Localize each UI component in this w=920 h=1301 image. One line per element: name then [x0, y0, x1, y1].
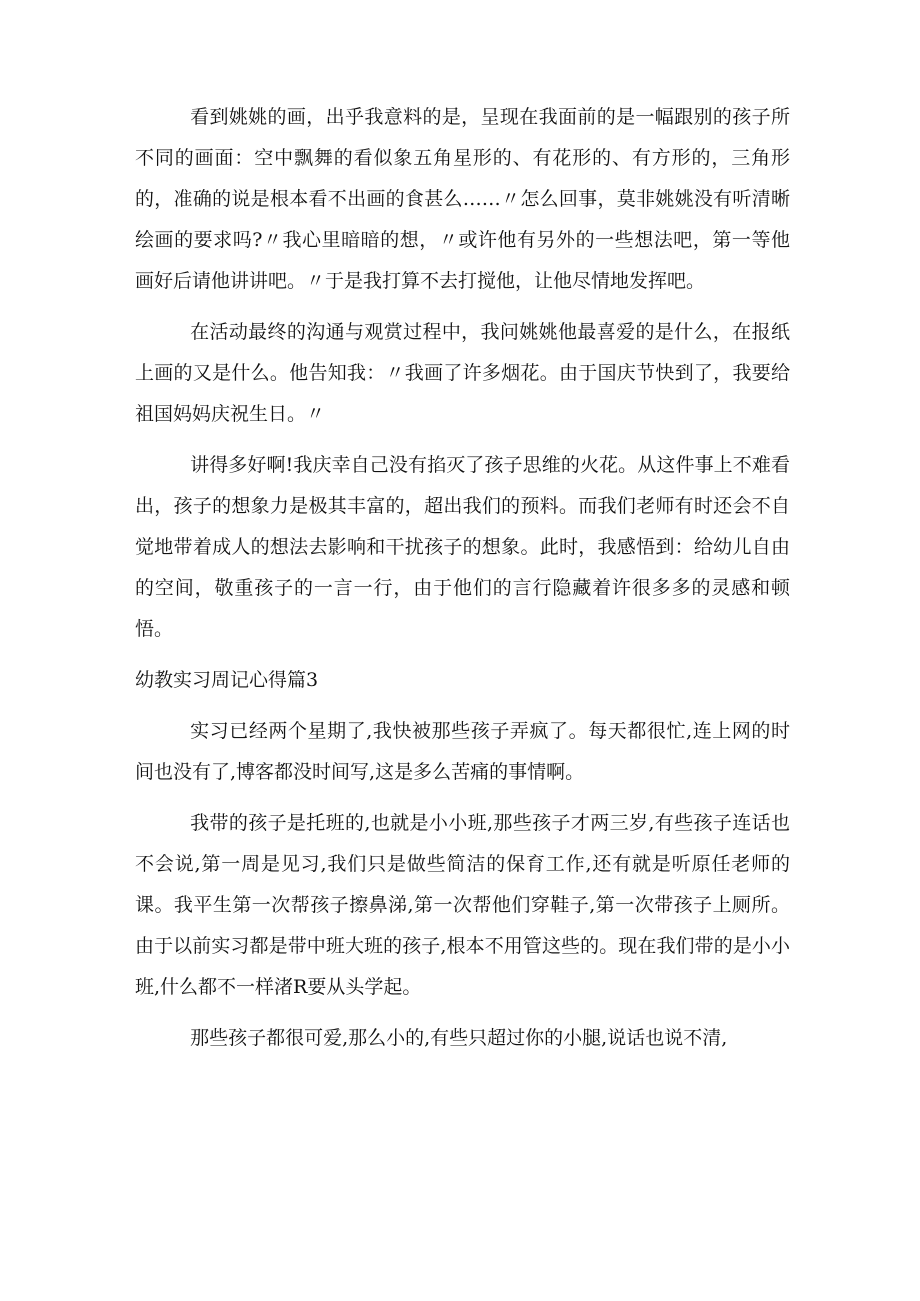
- paragraph-internship-intro: 实习已经两个星期了,我快被那些孩子弄疯了。每天都很忙,连上网的时间也没有了,博客都没时间写,这是多么苦痛的事情啊。: [135, 720, 790, 783]
- paragraph-toddler-class: 我带的孩子是托班的,也就是小小班,那些孩子才两三岁,有些孩子连话也不会说,第一周是见习,我们只是做些简洁的保育工作,还有就是听原任老师的课。我平生第一次帮孩子擦鼻涕,第一次帮他们穿鞋子,第一次带孩子上厕所。由于以前实习都是带中班大班的孩子,根本不用管这些的。现在我们带的是小小班,什么都不一样渚R要从头学起。: [135, 812, 790, 998]
- paragraph-painting-description: 看到姚姚的画，出乎我意料的是，呈现在我面前的是一幅跟别的孩子所不同的画面：空中飘舞的看似象五角星形的、有花形的、有方形的，三角形的，准确的说是根本看不出画的食甚么……〃怎么回事，莫非姚姚没有听清晰绘画的要求吗?〃我心里暗暗的想，〃或许他有另外的一些想法吧，第一等他画好后请他讲讲吧。〃于是我打算不去打搅他，让他尽情地发挥吧。: [135, 106, 790, 292]
- section-heading: 幼教实习周记心得篇3: [135, 669, 319, 691]
- paragraph-reflection: 讲得多好啊!我庆幸自己没有掐灭了孩子思维的火花。从这件事上不难看出，孩子的想象力是极其丰富的，超出我们的预料。而我们老师有时还会不自觉地带着成人的想法去影响和干扰孩子的想象。此时，我感悟到：给幼儿自由的空间，敬重孩子的一言一行，由于他们的言行隐藏着许很多多的灵感和顿悟。: [135, 454, 790, 640]
- document-body: [135, 97, 790, 1069]
- paragraph-fireworks-explanation: 在活动最终的沟通与观赏过程中，我问姚姚他最喜爱的是什么，在报纸上画的又是什么。他告知我：〃我画了许多烟花。由于国庆节快到了，我要给祖国妈妈庆祝生日。〃: [135, 321, 790, 425]
- paragraph-children-cute: 那些孩子都很可爱,那么小的,有些只超过你的小腿,说话也说不清,: [190, 1027, 728, 1049]
